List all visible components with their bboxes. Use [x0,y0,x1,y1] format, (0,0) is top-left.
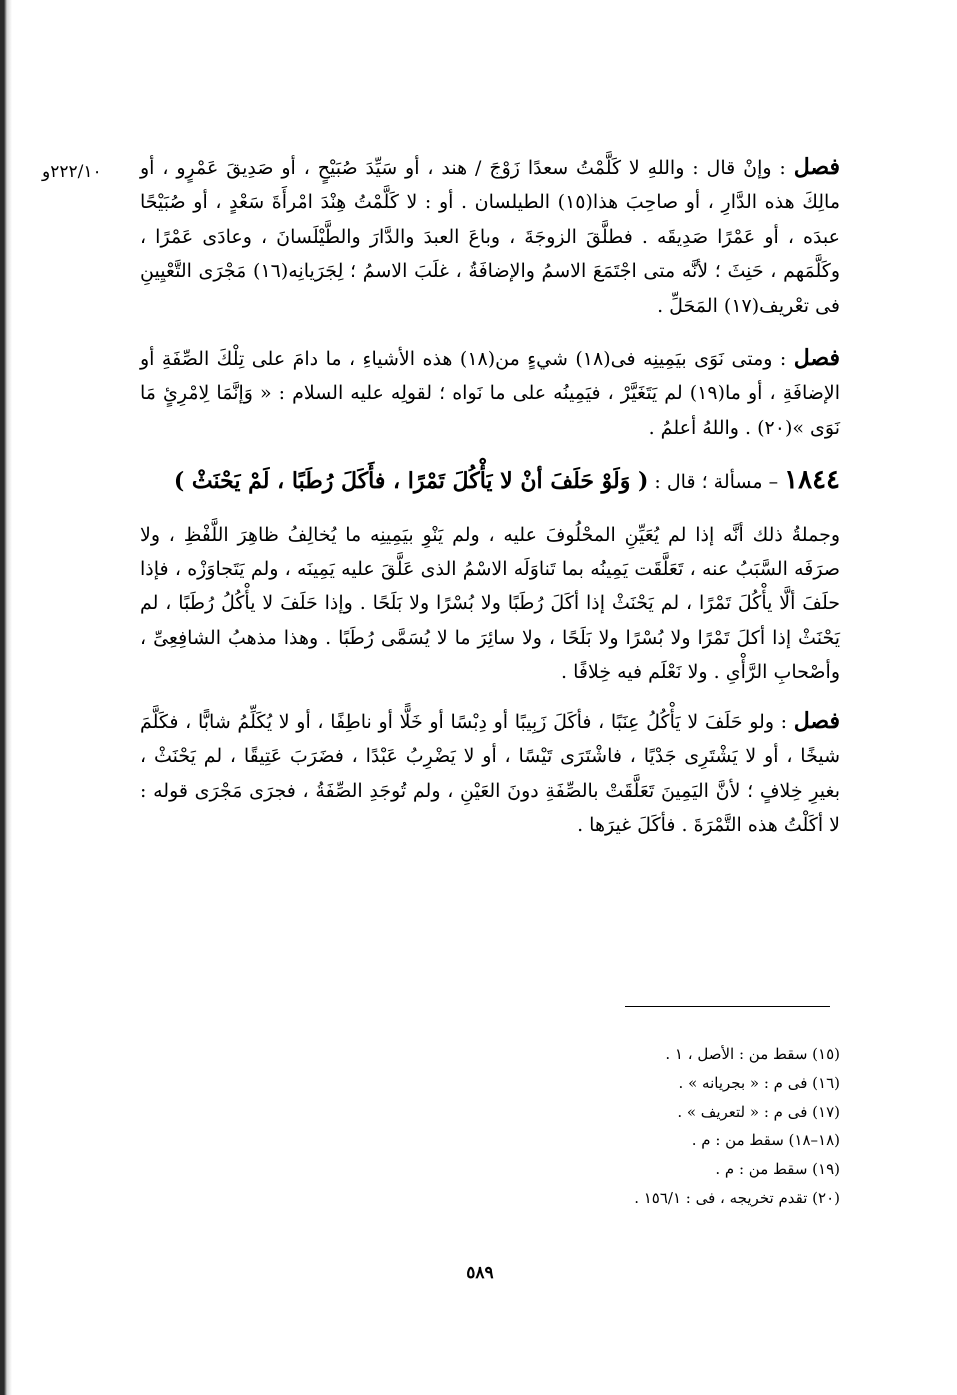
section-label: فصل [793,154,840,180]
footnote: (٢٠) تقدم تخريجه ، فى : ١٥٦/١ . [634,1188,840,1207]
section-label: فصل [793,707,840,734]
paragraph-text: : ولو حَلَفَ لا يَأْكُلُ عِنَبًا ، فأكَلَ زَبِيبًا أو دِبْسًا أو خَلًّا أو ناطِفًا ، أو لا يُكَلِّمُ شابًّا ، فكَلَّمَ شيخًا ، أو لا يَشْتَرِى جَدْيًا ، فاشْتَرَى تَيْسًا ، أو لا يَضْرِبُ عَبْدًا ، فضَرَبَ عَتِيقًا ، لم يَحْنَثْ ، بغيرِ خِلافٍ ؛ لأنَّ اليَمِينَ تَعَلَّقَتْ بالصِّفَةِ دونَ العَيْنِ ، ولم تُوجَدِ الصِّفَةُ ، فجرَى مَجْرَى قوله : لا أكَلْتُ هذه التَّمْرَةَ . فأكَلَ غيرَها . [140,710,840,836]
scan-edge [0,0,12,1395]
footnote: (١٨–١٨) سقط من : م . [691,1131,840,1150]
main-text [140,150,840,860]
issue-heading [140,463,840,499]
paragraph-text: : وإنْ قال : واللهِ لا كَلَّمْتُ سعدًا زَوْجَ / هند ، أو سَيِّدَ صُبَيْحٍ ، أو صَدِيقَ عَمْرٍو ، أو مالِكَ هذه الدَّارِ ، أو صاحِبَ هذا(١٥) الطيلسان . أو : لا كَلَّمْتُ هِنْدَ امْرأَةَ سَعْدٍ ، أو صُبَيْحًا عبدَه ، أو عَمْرًا صَدِيقَه . فطلَّقَ الزوجَةَ ، وباعَ العبدَ والدَّارَ والطَّيْلَسانَ ، وعادَى عَمْرًا ، وكَلَّمَهم ، حَنِثَ ؛ لأنَّه متى اجْتَمَعَ الاسمُ والإضافَةُ ، غلَبَ الاسمُ ؛ لِجَرَيانِه(١٦) مَجْرَى التَّعْيِينِ فى تعْريف(١٧) المَحَلِّ . [140,157,840,317]
margin-reference: ٢٢٢/١٠و [42,162,102,182]
issue-paragraph: وجملةُ ذلك أنَّه إذا لم يُعَيِّنِ المحْلُوفَ عليه ، ولم يَنْوِ بيَمِينِه ما يُخالِفُ ظاهِرَ اللَّفْظِ ، ولا صرَفَه السَّبَبُ عنه ، تَعَلَّقَت يَمِينُه بما تَناوَلَه الاسْمُ الذى عَلَّقَ عليه يَمِينَه ، ولم يَتَجاوَزْه ، فإذا حلَفَ ألَّا يأْكُلَ تَمْرًا ، لم يَحْنَثْ إذا أكَلَ رُطَبًا ولا بُسْرًا ولا بَلَحًا . وإذا حَلَفَ لا يأْكُلُ رُطَبًا ، لم يَحْنَثْ إذا أكلَ تَمْرًا ولا بُسْرًا ولا بَلَحًا ، ولا سائِرَ ما لا يُسَمَّى رُطَبًا . وهذا مذهبُ الشافِعِىِّ ، وأصْحابِ الرَّأْىِ . ولا نَعْلَم فيه خِلافًا . [140,523,840,684]
footnote-divider [625,1006,830,1007]
footnote: (١٥) سقط من : الأصل ، ١ . [665,1045,840,1063]
section-paragraph-3 [140,704,840,843]
section-label: فصل [793,345,840,372]
issue-label: – مسألة ؛ قال : [648,471,785,494]
footnote: (١٧) فى م : « لتعريف » . [677,1102,840,1121]
page-number: ٥٨٩ [466,1263,494,1283]
footnote: (١٦) فى م : « بجريانه » . [678,1073,840,1092]
issue-statement: ( وَلَوْ حَلَفَ أنْ لا يَأْكُلَ تَمْرًا ، فأَكَلَ رُطَبًا ، لَمْ يَحْنَثْ ) [173,468,649,495]
issue-number: ١٨٤٤ [784,465,840,496]
footnotes [420,1040,840,1213]
section-paragraph-2 [140,341,840,445]
footnote: (١٩) سقط من : م . [715,1160,840,1179]
paragraph-text: : ومتى نَوَى بيَمِينِه فى(١٨) شيءٍ من(١٨) هذه الأشياءِ ، ما دامَ على تِلْكَ الصِّفَةِ أو الإضافَةِ ، أو ما(١٩) لم يَتَغَيَّرْ ، فيَمِينُه على ما نَواه ؛ لقولِه عليه السلام : « وَإنَّمَا لِامْرِئٍ مَا نَوَى »(٢٠) . واللهُ أعلمُ . [140,348,840,439]
section-paragraph-1 [140,150,840,323]
